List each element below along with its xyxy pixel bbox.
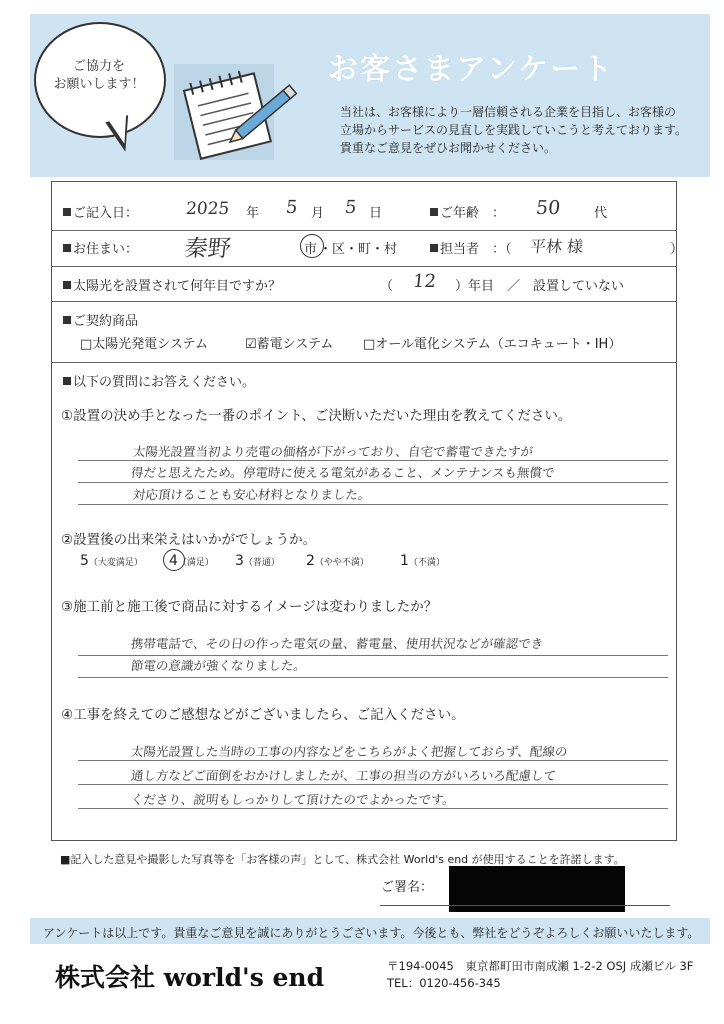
question-4: ④工事を終えてのご感想などがございましたら、ご記入ください。 [61, 707, 465, 723]
question-3: ③施工前と施工後で商品に対するイメージは変わりましたか？ [61, 599, 438, 615]
rating-5: 5（大変満足） [80, 553, 143, 569]
thanks-text: アンケートは以上です。貴重なご意見を誠にありがとうございます。今後とも、弊社をどうぞよろしくお願いいたします。 [43, 926, 700, 940]
age-value: 50 [534, 197, 562, 219]
question-2: ②設置後の出来栄えはいかがでしょうか。 [61, 532, 317, 548]
q4-answer-line-1: 太陽光設置した当時の工事の内容などをこちらがよく把握しておらず、配線の [130, 744, 569, 759]
date-year-value: 2025 [184, 199, 231, 219]
notepad-pencil-icon [172, 58, 312, 168]
q4-answer-line-3: くださり、説明もしっかりして頂けたのでよかったです。 [130, 792, 456, 807]
address-label: お住まい： [63, 238, 138, 257]
rating-4: 4（満足） [169, 553, 214, 569]
company-logo: 株式会社 world's end [55, 963, 325, 992]
address-value: 秦野 [183, 236, 233, 262]
consent-text: ■記入した意見や撮影した写真等を「お客様の声」として、株式会社 World's end が使用することを許諾します。 [60, 853, 625, 866]
rating-1: 1（不満） [400, 553, 445, 569]
rating-3: 3（普通） [235, 553, 280, 569]
header-description: 当社は、お客様により一層信頼される企業を目指し、お客様の 立場からサービスの見直しを実践していこうと考えております。 貴重なご意見をぜひお聞かせください。 [340, 105, 688, 155]
q3-answer-line-1: 携帯電話で、その日の作った電気の量、蓄電量、使用状況などが確認でき [130, 636, 545, 651]
product-allelectric-checkbox: □オール電化システム（エコキュート・IH） [363, 337, 622, 352]
signature-label: ご署名： [381, 880, 434, 895]
age-label: ご年齢 ： [430, 202, 505, 221]
q3-answer-line-2: 節電の意識が強くなりました。 [130, 658, 307, 673]
question-1: ①設置の決め手となった一番のポイント、ご決断いただいた理由を教えてください。 [61, 408, 572, 424]
q1-answer-line-2: 得だと思えたため。停電時に使える電気があること、メンテナンスも無償で [130, 465, 556, 480]
staff-label: 担当者 ：（ [430, 238, 512, 257]
product-battery-checkbox: ☑蓄電システム [245, 337, 334, 352]
staff-value: 平林 様 [528, 237, 584, 256]
company-address: 〒194-0045 東京都町田市南成瀬 1-2-2 OSJ 成瀬ビル 3F TEL：0120-456-345 [387, 959, 694, 990]
speech-bubble-text: ご協力を お願いします！ [53, 59, 145, 92]
q1-answer-line-1: 太陽光設置当初より売電の価格が下がっており、自宅で蓄電できたすが [132, 444, 534, 459]
date-label: ご記入日： [63, 202, 138, 221]
product-solar-checkbox: □太陽光発電システム [80, 337, 208, 352]
page-title: お客さまアンケート [328, 52, 615, 87]
q1-answer-line-3: 対応頂けることも安心材料となりました。 [132, 487, 372, 502]
years-value: 12 [411, 271, 438, 292]
years-question: 太陽光を設置されて何年目ですか？ [63, 275, 281, 294]
date-month-value: 5 [284, 197, 299, 218]
date-day-value: 5 [343, 197, 358, 218]
contract-label: ご契約商品 [63, 310, 138, 329]
rating-2: 2（やや不満） [306, 553, 369, 569]
questions-intro: 以下の質問にお答えください。 [63, 371, 255, 390]
q4-answer-line-2: 通し方などご面倒をおかけしましたが、工事の担当の方がいろいろ配慮して [130, 768, 557, 783]
